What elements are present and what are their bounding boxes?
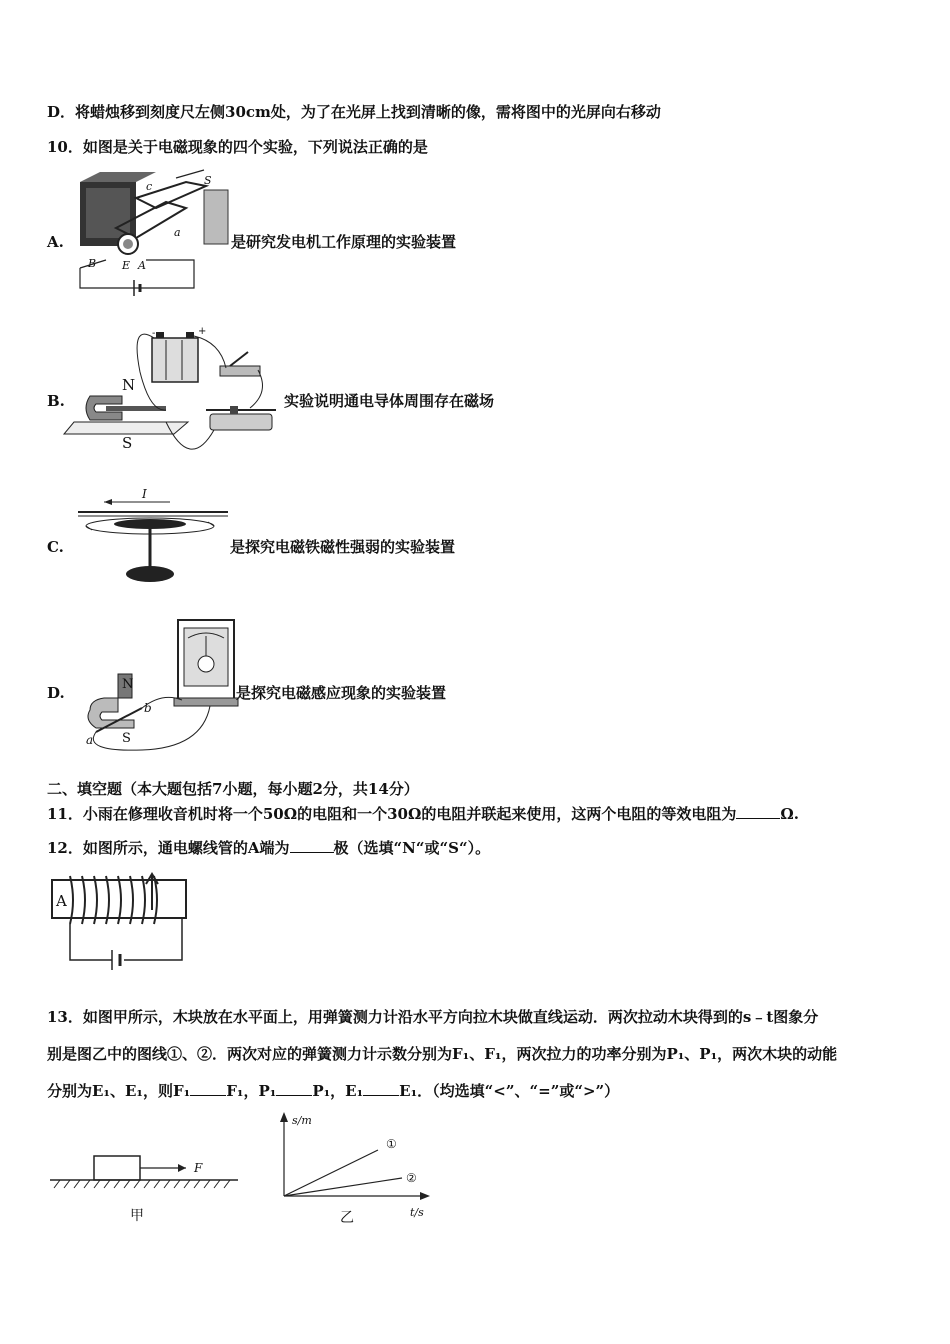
jia-force-label: F	[194, 1161, 203, 1175]
q11	[47, 804, 799, 824]
q13-part2: F₁，P₁	[226, 1082, 277, 1100]
q9-option-d: D．将蜡烛移到刻度尺左侧30cm处，为了在光屏上找到清晰的像，需将图中的光屏向右移动	[47, 103, 661, 121]
figA-label-d: a	[174, 226, 181, 239]
q10-option-b-text: 实验说明通电导体周围存在磁场	[284, 392, 495, 410]
figure-induction-apparatus	[82, 616, 236, 756]
q12-answer-blank[interactable]	[290, 838, 334, 853]
figC-label-current: I	[142, 487, 147, 501]
q10-option-d-text: 是探究电磁感应现象的实验装置	[236, 684, 447, 702]
figB-label-plus: +	[198, 326, 207, 337]
yi-label-2: ②	[406, 1171, 417, 1185]
figure-solenoid-circuit	[48, 870, 192, 970]
q10-option-c-text: 是探究电磁铁磁性强弱的实验装置	[230, 538, 456, 556]
q13-part3: P₁，E₁	[312, 1082, 364, 1100]
figA-label-s: S	[204, 174, 212, 187]
figure-yi-st-graph	[270, 1110, 436, 1228]
yi-caption: 乙	[340, 1210, 354, 1226]
figB-label-s: S	[122, 434, 133, 452]
figA-label-b: B	[88, 257, 97, 270]
q13-line2: 别是图乙中的图线①、②．两次对应的弹簧测力计示数分别为F₁、F₁，两次拉力的功率分别为P₁、P₁，两次木块的动能	[47, 1045, 838, 1063]
figA-label-a: A	[138, 259, 146, 272]
figD-label-a: a	[86, 733, 94, 747]
figB-label-n: N	[122, 376, 136, 394]
q10-option-c-letter: C.	[47, 538, 64, 556]
q13-line1: 13．如图甲所示，木块放在水平面上，用弹簧测力计沿水平方向拉木块做直线运动．两次拉动木块得到的s﹣t图象分	[47, 1008, 819, 1026]
q10-option-b-letter: B.	[47, 392, 65, 410]
figure-jia-block	[48, 1150, 242, 1226]
q11-text-before: 11．小雨在修理收音机时将一个50Ω的电阻和一个30Ω的电阻并联起来使用，这两个电阻的等效电阻为	[47, 805, 737, 823]
q11-text-after: Ω.	[780, 805, 799, 823]
figD-label-s: S	[122, 731, 131, 746]
figure-generator-apparatus	[76, 168, 231, 300]
q10-option-a-text: 是研究发电机工作原理的实验装置	[231, 233, 457, 251]
q13-blank-1[interactable]	[190, 1081, 226, 1096]
figure-oersted-apparatus	[74, 488, 230, 588]
q13-blank-2[interactable]	[276, 1081, 312, 1096]
q10-option-d-letter: D.	[47, 684, 65, 702]
figD-label-n: N	[122, 677, 134, 692]
q10-option-a-letter: A.	[47, 233, 64, 251]
figure-motor-apparatus	[70, 322, 282, 464]
q13-part1: 分别为E₁、E₁，则F₁	[47, 1082, 191, 1100]
figA-label-e: E	[122, 259, 131, 272]
q13-blank-3[interactable]	[363, 1081, 399, 1096]
figB-label-minus: -	[152, 328, 156, 339]
jia-caption: 甲	[130, 1208, 144, 1224]
yi-ylabel: s/m	[292, 1114, 312, 1127]
figA-label-c: c	[146, 180, 153, 193]
section-heading: 二、填空题（本大题包括7小题，每小题2分，共14分）	[47, 780, 419, 798]
q11-answer-blank[interactable]	[736, 804, 780, 819]
yi-label-1: ①	[386, 1137, 397, 1151]
q12-text-after: 极（选填“N“或“S“）。	[333, 839, 491, 857]
yi-xlabel: t/s	[410, 1206, 424, 1219]
q13-line3	[47, 1081, 619, 1101]
q12-fig-label-a: A	[56, 892, 67, 910]
q12-text-before: 12．如图所示，通电螺线管的A端为	[47, 839, 290, 857]
q10-stem: 10．如图是关于电磁现象的四个实验，下列说法正确的是	[47, 138, 428, 156]
figD-label-b: b	[144, 701, 152, 715]
q12	[47, 838, 490, 858]
q13-part4: E₁．（均选填“<”、“=”或“>”）	[399, 1082, 620, 1100]
